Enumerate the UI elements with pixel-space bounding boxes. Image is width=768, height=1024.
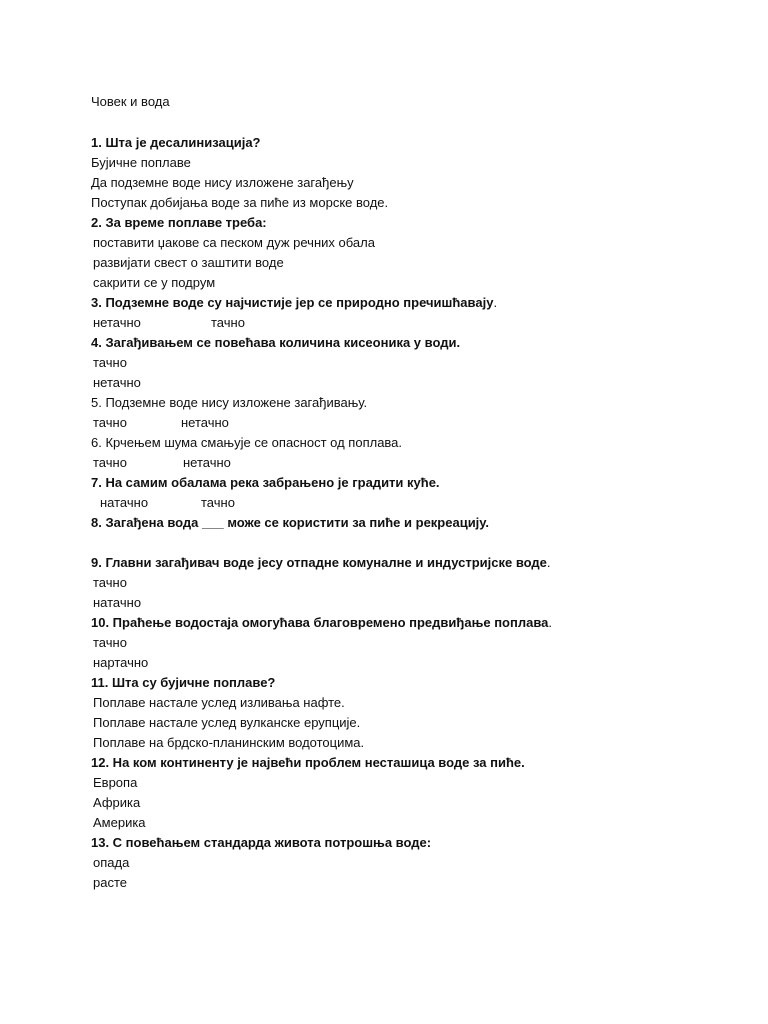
- answer-option: развијати свест о заштити воде: [93, 255, 284, 270]
- answer-option: Поплаве на брдско-планинским водотоцима.: [93, 735, 365, 750]
- answer-pair: [91, 493, 731, 513]
- question-3: [91, 293, 731, 313]
- answer-option: тачно: [201, 495, 235, 510]
- answer-option: Поступак добијања воде за пиће из морске воде.: [91, 195, 389, 210]
- question-4: 4. Загађивањем се повећава количина кисеоника у води.: [91, 335, 461, 350]
- question-1: 1. Шта је десалинизација?: [91, 135, 261, 150]
- answer-option: тачно: [93, 355, 127, 370]
- question-7: 7. На самим обалама река забрањено је градити куће.: [91, 475, 440, 490]
- answer-option: тачно: [93, 575, 127, 590]
- document-title: Човек и вода: [91, 94, 170, 109]
- answer-pair: [91, 313, 731, 333]
- question-11: 11. Шта су бујичне поплаве?: [91, 675, 276, 690]
- question-12: 12. На ком континенту је највећи проблем несташица воде за пиће.: [91, 755, 525, 770]
- answer-option: Поплаве настале услед вулканске ерупције.: [93, 715, 361, 730]
- answer-option: тачно: [93, 635, 127, 650]
- answer-option: Америка: [93, 815, 146, 830]
- answer-option: Европа: [93, 775, 138, 790]
- question-6: 6. Крчењем шума смањује се опасност од поплава.: [91, 435, 403, 450]
- answer-option: нетачно: [93, 375, 141, 390]
- answer-option: поставити џакове са песком дуж речних обала: [93, 235, 375, 250]
- answer-option: тачно: [93, 415, 127, 430]
- question-2: 2. За време поплаве треба:: [91, 215, 267, 230]
- question-8: 8. Загађена вода ___ може се користити за пиће и рекреацију.: [91, 515, 489, 530]
- quiz-body: [91, 133, 731, 893]
- question-3-text: 3. Подземне воде су најчистије јер се природно пречишћавају: [91, 295, 494, 310]
- answer-option: расте: [93, 875, 127, 890]
- answer-option: Бујичне поплаве: [91, 155, 191, 170]
- answer-option: нартачно: [93, 655, 149, 670]
- question-9-text: 9. Главни загађивач воде јесу отпадне комуналне и индустријске воде: [91, 555, 547, 570]
- blank-line: [91, 533, 731, 553]
- question-10-text: 10. Праћење водостаја омогућава благовремено предвиђање поплава: [91, 615, 549, 630]
- question-5: 5. Подземне воде нису изложене загађивању.: [91, 395, 368, 410]
- answer-option: натачно: [100, 495, 149, 510]
- question-3-tail: .: [493, 295, 498, 310]
- answer-option: тачно: [93, 455, 127, 470]
- question-9-tail: .: [546, 555, 551, 570]
- answer-pair: [91, 413, 731, 433]
- answer-option: Да подземне воде нису изложене загађењу: [91, 175, 354, 190]
- answer-option: Поплаве настале услед изливања нафте.: [93, 695, 345, 710]
- question-13: 13. С повећањем стандарда живота потрошња воде:: [91, 835, 432, 850]
- answer-option: сакрити се у подрум: [93, 275, 216, 290]
- answer-option: опада: [93, 855, 130, 870]
- answer-option: нетачно: [183, 455, 231, 470]
- answer-pair: [91, 453, 731, 473]
- answer-option: тачно: [211, 315, 245, 330]
- question-10-tail: .: [548, 615, 552, 630]
- question-10: [91, 613, 731, 633]
- question-9: [91, 553, 731, 573]
- answer-option: нетачно: [181, 415, 229, 430]
- answer-option: натачно: [93, 595, 142, 610]
- answer-option: Африка: [93, 795, 141, 810]
- answer-option: нетачно: [93, 315, 141, 330]
